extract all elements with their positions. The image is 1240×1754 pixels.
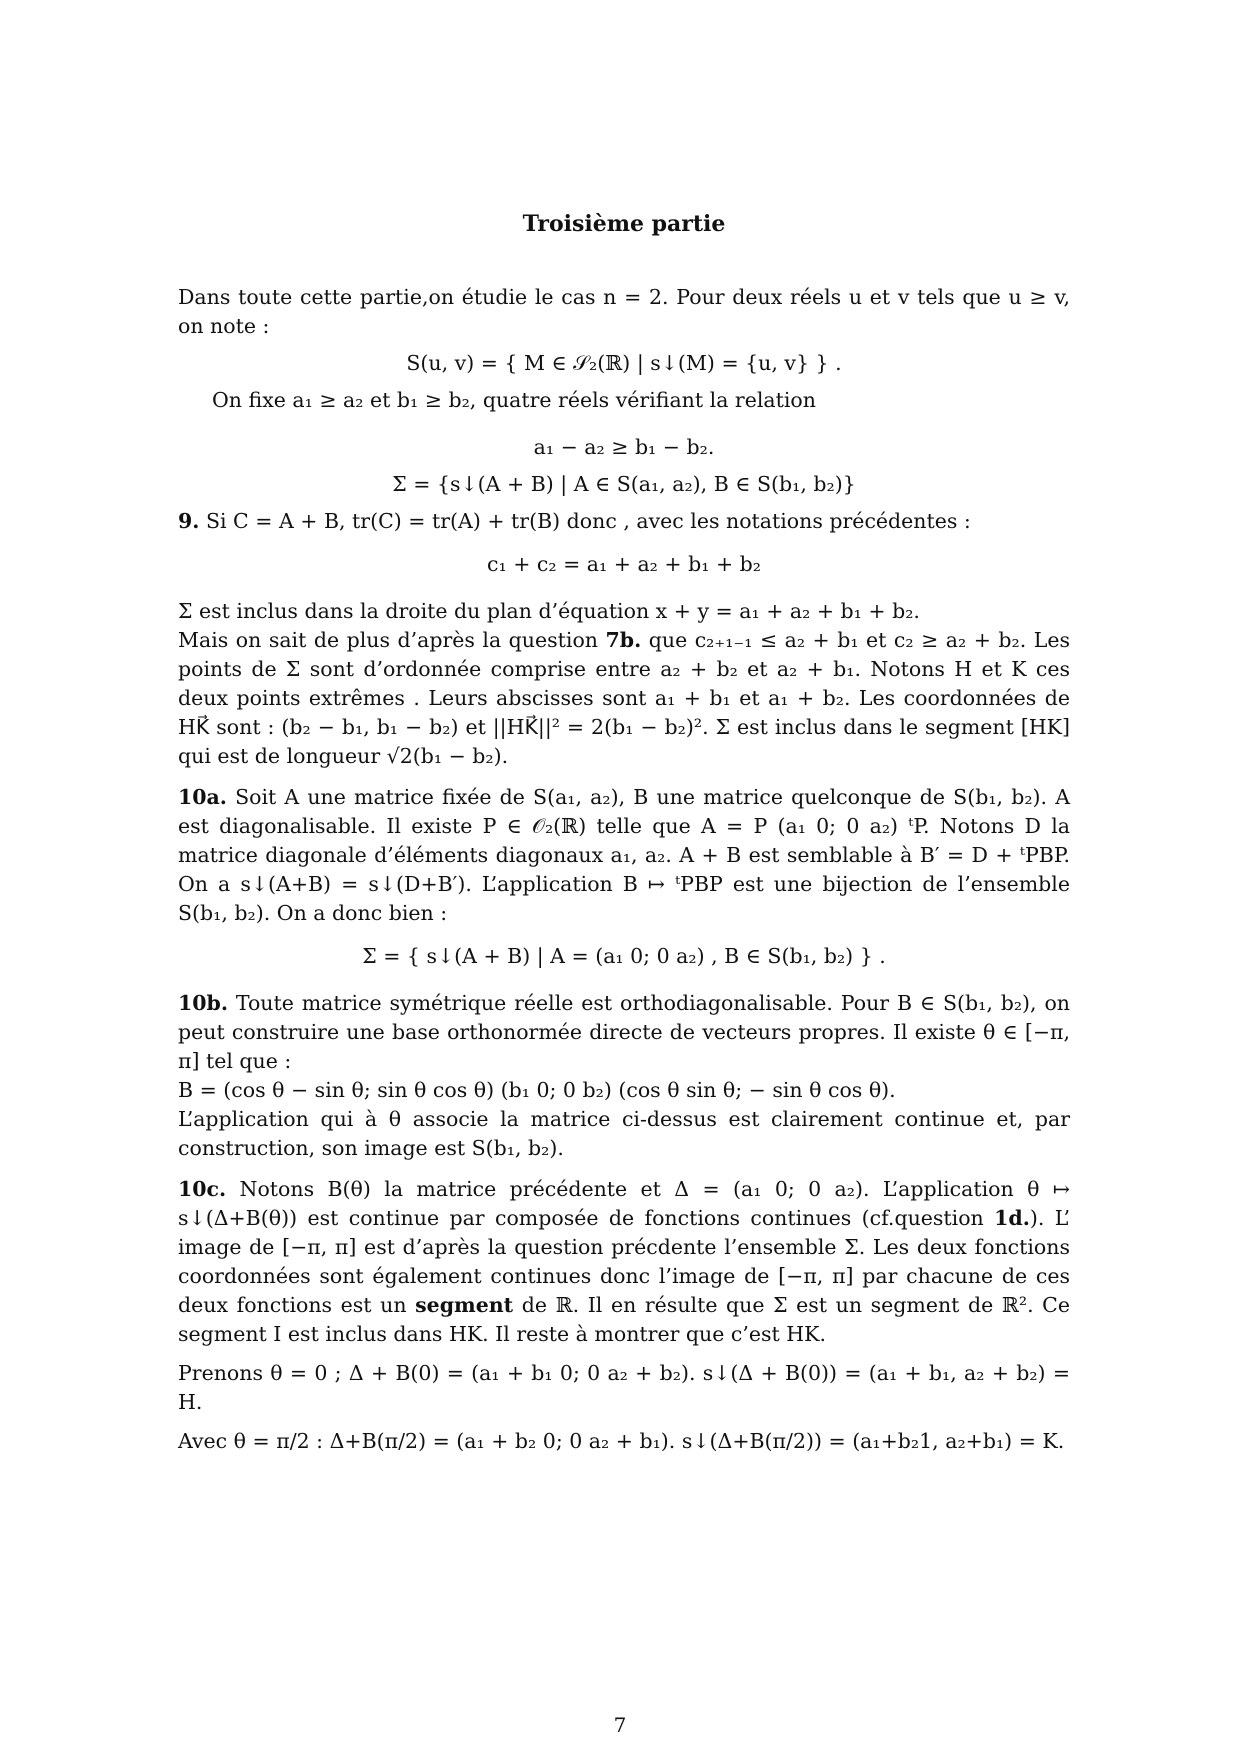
- display-sigma-reformulated: Σ = { s↓(A + B) | A = (a₁ 0; 0 a₂) , B ∈ S(b₁, b₂) } .: [362, 944, 886, 968]
- question-text: Si C = A + B, tr(C) = tr(A) + tr(B) donc , avec les notations précédentes :: [205, 509, 971, 533]
- body-text: de ℝ. Il en résulte que Σ est un segment de ℝ². Ce segment I est inclus dans HK. Il reste à montrer que c’est HK.: [178, 1293, 1070, 1346]
- question-number: 9.: [178, 509, 200, 533]
- question-number: 10a.: [178, 785, 227, 809]
- display-sigma-definition: Σ = {s↓(A + B) | A ∈ S(a₁, a₂), B ∈ S(b₁, b₂)}: [392, 472, 856, 496]
- question-number: 10b.: [178, 991, 228, 1015]
- display-relation: a₁ − a₂ ≥ b₁ − b₂.: [533, 435, 715, 459]
- question-9-body: [178, 626, 1070, 771]
- intro-text: Dans toute cette partie,on étudie le cas n = 2. Pour deux réels u et v tels que u ≥ v, on note :: [178, 285, 1070, 338]
- body-text: Notons B(θ) la matrice précédente et Δ = (a₁ 0; 0 a₂). L’application θ ↦ s↓(Δ+B(θ)) est continue par composée de fonctions continues (cf.question: [178, 1177, 1070, 1230]
- question-10a: [178, 783, 1070, 928]
- theta-zero-line: Prenons θ = 0 ; Δ + B(0) = (a₁ + b₁ 0; 0 a₂ + b₂). s↓(Δ + B(0)) = (a₁ + b₁, a₂ + b₂) = H.: [178, 1361, 1070, 1414]
- body-text: ). L’ image de [−π, π] est d’après la question précdente l’ensemble Σ. Les deux fonctions coordonnées sont également continues donc l’image de [−π, π] par chacune de ces deux fonctions est un: [178, 1206, 1070, 1317]
- display-trace-sum: c₁ + c₂ = a₁ + a₂ + b₁ + b₂: [486, 552, 761, 576]
- page-content: [178, 200, 1070, 1456]
- rotation-matrix-equation: B = (cos θ − sin θ; sin θ cos θ) (b₁ 0; 0 b₂) (cos θ sin θ; − sin θ cos θ).: [178, 1078, 896, 1102]
- question-10c: [178, 1175, 1070, 1349]
- continuity-text: L’application qui à θ associe la matrice ci-dessus est clairement continue et, par construction, son image est S(b₁, b₂).: [178, 1107, 1070, 1160]
- question-9: [178, 507, 1070, 536]
- sigma-line-text: Σ est inclus dans la droite du plan d’équation x + y = a₁ + a₂ + b₁ + b₂.: [178, 599, 920, 623]
- emphasis-text: segment: [415, 1293, 514, 1317]
- question-reference: 1d.: [994, 1206, 1030, 1230]
- question-number: 10c.: [178, 1177, 227, 1201]
- display-S-definition: S(u, v) = { M ∈ 𝒮₂(ℝ) | s↓(M) = {u, v} } .: [406, 351, 842, 375]
- body-text: Mais on sait de plus d’après la question: [178, 628, 606, 652]
- question-text: Toute matrice symétrique réelle est orthodiagonalisable. Pour B ∈ S(b₁, b₂), on peut construire une base orthonormée directe de vecteurs propres. Il existe θ ∈ [−π, π] tel que :: [178, 991, 1070, 1073]
- question-reference: 7b.: [605, 628, 642, 652]
- theta-pi-half-line: Avec θ = π/2 : Δ+B(π/2) = (a₁ + b₂ 0; 0 a₂ + b₁). s↓(Δ+B(π/2)) = (a₁+b₂1, a₂+b₁) = K.: [178, 1429, 1065, 1453]
- body-text: que c₂₊₁₋₁ ≤ a₂ + b₁ et c₂ ≥ a₂ + b₂. Les points de Σ sont d’ordonnée comprise entre a₂ + b₂ et a₂ + b₁. Notons H et K ces deux points extrêmes . Leurs abscisses sont a₁ + b₁ et a₁ + b₂. Les coordonnées de HK⃗ sont : (b₂ − b₁, b₁ − b₂) et ||HK⃗||² = 2(b₁ − b₂)². Σ est inclus dans le segment [HK] qui est de longueur √2(b₁ − b₂).: [178, 628, 1070, 768]
- fix-text: On fixe a₁ ≥ a₂ et b₁ ≥ b₂, quatre réels vérifiant la relation: [212, 388, 816, 412]
- section-title: Troisième partie: [522, 211, 726, 237]
- question-10b: [178, 989, 1070, 1076]
- page-number: 7: [613, 1713, 627, 1737]
- question-text: Soit A une matrice fixée de S(a₁, a₂), B une matrice quelconque de S(b₁, b₂). A est diagonalisable. Il existe P ∈ 𝒪₂(ℝ) telle que A = P (a₁ 0; 0 a₂) ᵗP. Notons D la matrice diagonale d’éléments diagonaux a₁, a₂. A + B est semblable à B′ = D + ᵗPBP. On a s↓(A+B) = s↓(D+B′). L’application B ↦ ᵗPBP est une bijection de l’ensemble S(b₁, b₂). On a donc bien :: [178, 785, 1070, 925]
